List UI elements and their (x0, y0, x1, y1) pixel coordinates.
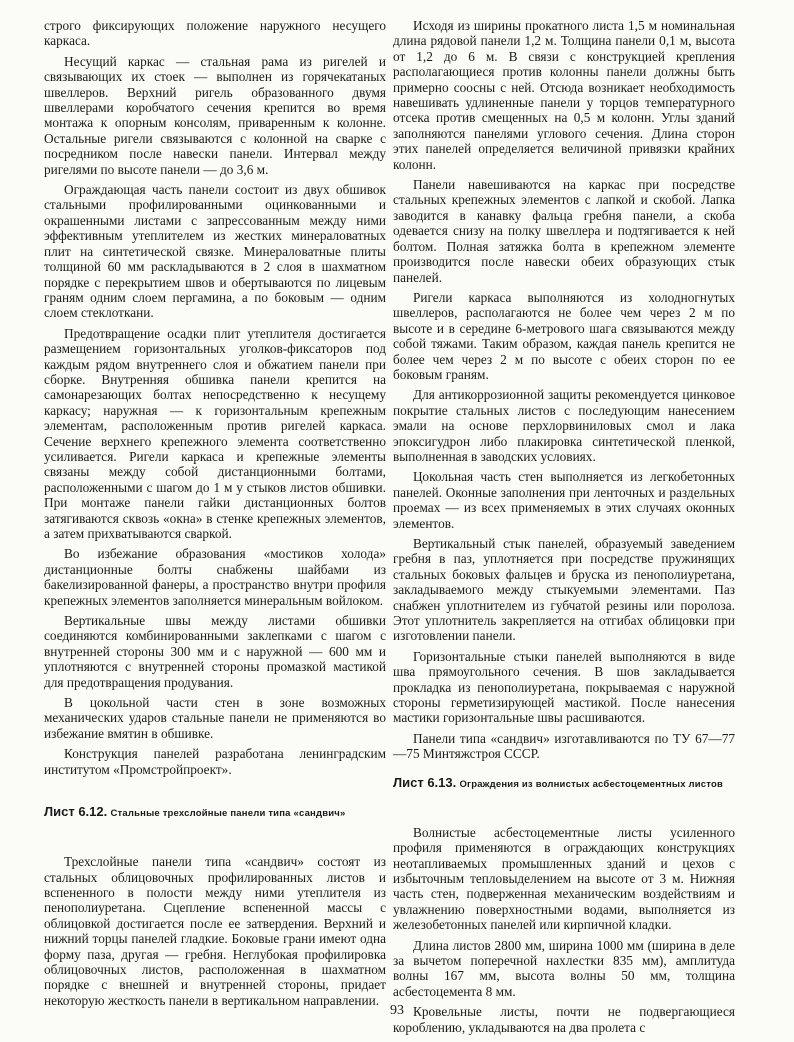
paragraph: В цокольной части стен в зоне возможных механических ударов стальные панели не применяются во избежание вмятин в обшивке. (44, 695, 386, 741)
paragraph: строго фиксирующих положение наружного несущего каркаса. (44, 18, 386, 49)
right-column (393, 18, 735, 1040)
paragraph: Ограждающая часть панели состоит из двух обшивок стальными профилированными оцинкованными и окрашенными листами с запрессованным между ними эффективным утеплителем из жестких минераловатных плит на синтетической связке. Минераловатные плиты толщиной 60 мм раскладываются в 2 слоя в шахматном порядке с перекрытием швов и обертываются по лицевым граням одним слоем пергамина, а по боковым — одним слоем стеклоткани. (44, 182, 386, 321)
section-heading-6-12 (44, 805, 386, 820)
paragraph: Кровельные листы, почти не подвергающиеся короблению, укладываются на два пролета с (393, 1004, 735, 1035)
paragraph: Исходя из ширины прокатного листа 1,5 м номинальная длина рядовой панели 1,2 м. Толщина панели 0,1 м, высота от 1,2 до 6 м. В связи с конструкцией крепления располагающиеся против колонны панели должны быть примерно соосны с ней. Отсюда возникает необходимость навешивать удлиненные панели у торцов температурного отсека против смещенных на 0,5 м колонн. Углы зданий заполняются панелями углового сечения. Длина сторон этих панелей определяется величиной привязки крайних колонн. (393, 18, 735, 172)
left-column (44, 18, 386, 1013)
sheet-number: Лист 6.12. (44, 804, 108, 820)
paragraph: Трехслойные панели типа «сандвич» состоят из стальных облицовочных профилированных листов и вспененного в полости между ними утеплителя из пенополиуретана. Сцепление вспененной массы с облицовкой достигается после ее затвердения. Верхний и нижний торцы панелей гладкие. Боковые грани имеют одна форму паза, другая — гребня. Неглубокая профилировка облицовочных листов, расположенная в шахматном порядке с внешней и внутренней стороны, придает некоторую жесткость панели в вертикальном направлении. (44, 854, 386, 1008)
paragraph: Панели типа «сандвич» изготавливаются по ТУ 67—77—75 Минтяжстроя СССР. (393, 730, 735, 762)
sheet-number: Лист 6.13. (393, 774, 457, 790)
paragraph: Длина листов 2800 мм, ширина 1000 мм (ширина в деле за вычетом поперечной нахлестки 835 мм), амплитуда волны 167 мм, высота волны 50 мм, толщина асбестоцемента 8 мм. (393, 937, 735, 999)
paragraph: Несущий каркас — стальная рама из ригелей и связывающих их стоек — выполнен из горячекатаных швеллеров. Верхний ригель образованного двумя швеллерами коробчатого сечения крепится во время монтажа к опорным консолям, приваренным к колонне. Остальные ригели связываются с колонной на сварке с посредником после навески панели. Интервал между ригелями по высоте панели — до 3,6 м. (44, 53, 386, 177)
paragraph: Панели навешиваются на каркас при посредстве стальных крепежных элементов с лапкой и скобой. Лапка заводится в канавку фальца гребня панели, а скоба одевается снизу на полку швеллера и подтягивается к ней болтом. Полная затяжка болта в крепежном элементе производится после навески обеих образующих стык панелей. (393, 177, 735, 285)
paragraph: Цокольная часть стен выполняется из легкобетонных панелей. Оконные заполнения при ленточных и раздельных проемах — из всех применяемых в этих случаях оконных элементов. (393, 469, 735, 531)
paragraph: Волнистые асбестоцементные листы усиленного профиля применяются в ограждающих конструкциях неотапливаемых промышленных зданий и цехов с избыточным тепловыделением на высоте от 3 м. Нижняя часть стен, подверженная механическим воздействиям и увлажнению поверхностными водами, выполняется из железобетонных панелей или кирпичной кладки. (393, 824, 735, 933)
paragraph: Ригели каркаса выполняются из холодногнутых швеллеров, располагаются не более чем через 2 м по высоте и в середине 6-метрового шага связываются между собой тяжами. Таким образом, каждая панель крепится не более чем через 2 м по высоте с обеих сторон по ее боковым граням. (393, 289, 735, 382)
paragraph: Конструкция панелей разработана ленинградским институтом «Промстройпроект». (44, 746, 386, 777)
page-number: 93 (390, 1003, 404, 1018)
paragraph: Горизонтальные стыки панелей выполняются в виде шва прямоугольного сечения. В шов закладывается прокладка из пенополиуретана, покрываемая с наружной стороны герметизирующей мастикой. После нанесения мастики горизонтальные швы расшиваются. (393, 648, 735, 726)
paragraph: Вертикальный стык панелей, образуемый заведением гребня в паз, уплотняется при посредстве пружинящих стальных боковых фальцев и бруска из пенополиуретана, закладываемого между стыкуемыми элементами. Паз снабжен уплотнителем из губчатой резины или поролоза. Этот уплотнитель закрепляется на отгибах облицовки при изготовлении панели. (393, 536, 735, 644)
paragraph: Вертикальные швы между листами обшивки соединяются комбинированными заклепками с шагом с внутренней стороны 300 мм и с наружной — 600 мм и уплотняются с внутренней стороны промазкой мастикой для предотвращения продувания. (44, 613, 386, 690)
paragraph: Предотвращение осадки плит утеплителя достигается размещением горизонтальных уголков-фиксаторов под каждым рядом внутреннего слоя и обжатием панели при сборке. Внутренняя обшивка панели крепится на самонарезающих болтах непосредственно к несущему каркасу; наружная — к горизонтальным крепежным элементам, расположенным против ригелей каркаса. Сечение верхнего крепежного элемента соответственно усиливается. Ригели каркаса и крепежные элементы связаны между собой дистанционными болтами, расположенными с шагом до 1 м у стыков листов обшивки. При монтаже панели гайки дистанционных болтов затягиваются сквозь «окна» в стенке крепежных элементов, а затем прихватываются сваркой. (44, 325, 386, 541)
sheet-title: Стальные трехслойные панели типа «сандвич» (110, 808, 346, 820)
section-heading-6-13 (393, 776, 735, 791)
sheet-title: Ограждения из волнистых асбестоцементных листов (459, 778, 724, 790)
paragraph: Во избежание образования «мостиков холода» дистанционные болты снабжены шайбами из бакелизированной фанеры, а пространство внутри профиля крепежных элементов заполняется минеральным войлоком. (44, 546, 386, 608)
paragraph: Для антикоррозионной защиты рекомендуется цинковое покрытие стальных листов с последующим нанесением эмали на основе перхлорвиниловых смол и лака эпоксигудрон либо плакировка синтетической пленкой, выполненная в заводских условиях. (393, 387, 735, 464)
